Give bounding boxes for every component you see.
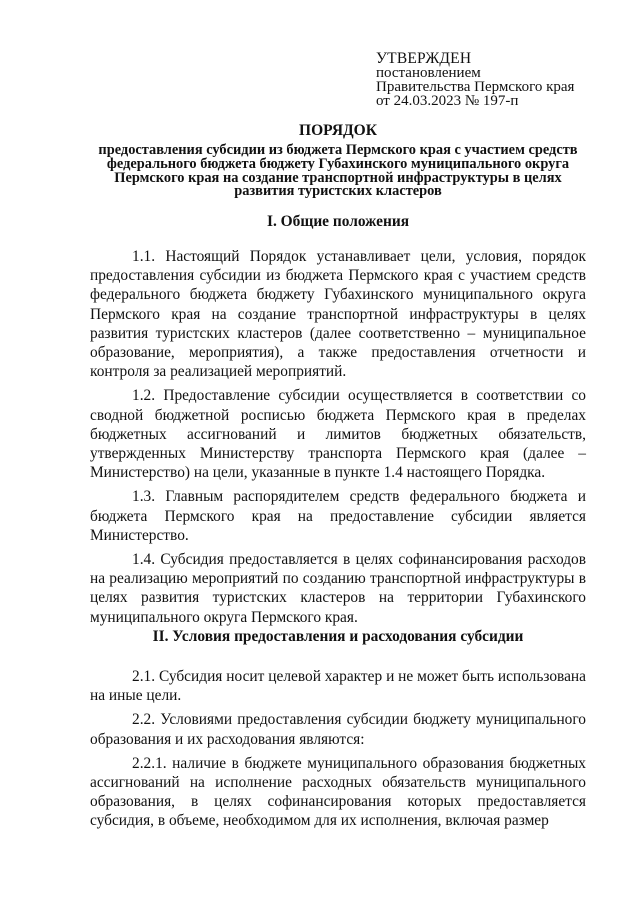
approval-line: Правительства Пермского края bbox=[376, 79, 575, 95]
paragraph-1-4: 1.4. Субсидия предоставляется в целях софинансирования расходов на реализацию мероприятий по созданию транспортной инфраструктуры в целях развития туристских кластеров на территории Губахинского муниципального округа Пермского края. bbox=[90, 551, 586, 626]
section-2-body bbox=[90, 667, 586, 831]
document-title: ПОРЯДОК bbox=[299, 122, 377, 139]
section-2-title: II. Условия предоставления и расходования субсидии bbox=[152, 628, 524, 645]
section-1-title: I. Общие положения bbox=[266, 213, 410, 230]
paragraph-1-3: 1.3. Главным распорядителем средств федерального бюджета и бюджета Пермского края на предоставление субсидии является Министерство. bbox=[90, 488, 586, 544]
document-subtitle: предоставления субсидии из бюджета Пермского края с участием средств федерального бюджета бюджету Губахинского муниципального округа Пермского края на создание транспортной инфраструктуры в целях развития туристских кластеров bbox=[98, 142, 578, 200]
approval-date: от 24.03.2023 № 197-п bbox=[376, 93, 519, 109]
approval-heading: УТВЕРЖДЕН bbox=[376, 50, 472, 67]
section-1-body bbox=[90, 247, 586, 627]
paragraph-2-2: 2.2. Условиями предоставления субсидии бюджету муниципального образования и их расходования являются: bbox=[90, 711, 586, 748]
paragraph-1-1: 1.1. Настоящий Порядок устанавливает цели, условия, порядок предоставления субсидии из бюджета Пермского края с участием средств федерального бюджета бюджету Губахинского муниципального округа Пермского края на создание транспортной инфраструктуры в целях развития туристских кластеров (далее соответственно – муниципальное образование, мероприятия), а также предоставления отчетности и контроля за реализацией мероприятий. bbox=[90, 248, 586, 381]
approval-line: постановлением bbox=[376, 65, 481, 81]
paragraph-2-2-1: 2.2.1. наличие в бюджете муниципального образования бюджетных ассигнований на исполнение расходных обязательств муниципального образования, в целях софинансирования которых предоставляется субсидия, в объеме, необходимом для их исполнения, включая размер bbox=[90, 754, 586, 830]
paragraph-2-1: 2.1. Субсидия носит целевой характер и не может быть использована на иные цели. bbox=[90, 668, 586, 705]
approval-stamp bbox=[376, 52, 626, 108]
paragraph-1-2: 1.2. Предоставление субсидии осуществляется в соответствии со сводной бюджетной росписью бюджета Пермского края в пределах бюджетных ассигнований и лимитов бюджетных обязательств, утвержденных Министерству транспорта Пермского края (далее – Министерство) на цели, указанные в пункте 1.4 настоящего Порядка. bbox=[90, 387, 586, 482]
